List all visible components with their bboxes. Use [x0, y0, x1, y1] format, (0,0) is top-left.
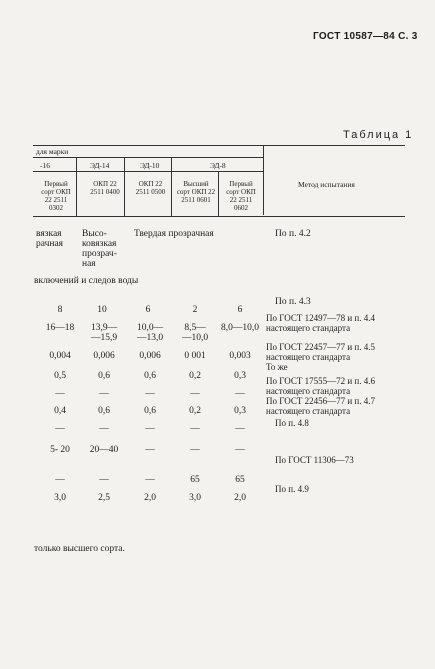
r8-c2: 0,6 [98, 406, 110, 416]
r4-c2: 13,9— —15,9 [90, 323, 118, 343]
r12-method: По п. 4.9 [275, 484, 309, 494]
r3-c1: 8 [57, 305, 63, 315]
r9-c1: — [55, 424, 65, 434]
col-group-2: ЭД-14 [90, 161, 110, 170]
r4-c3: 10,0— —13,0 [136, 323, 164, 343]
spanning-note: включений и следов воды [34, 276, 139, 286]
r7-c1: — [55, 389, 65, 399]
r7-c2: — [99, 389, 109, 399]
r11-c5: 65 [235, 475, 245, 485]
r4-c1: 16—18 [45, 323, 75, 333]
r10-c2: 20—40 [89, 445, 119, 455]
r9-c4: — [190, 424, 200, 434]
r7-c4: — [190, 389, 200, 399]
r11-c3: — [145, 475, 155, 485]
r12-c2: 2,5 [98, 493, 110, 503]
r5-c1: 0,004 [49, 351, 71, 361]
r5-c3: 0,006 [139, 351, 161, 361]
r10-c1: 5- 20 [50, 445, 70, 455]
footnote: только высшего сорта. [34, 544, 125, 554]
r7-c5: — [235, 389, 245, 399]
r4-c4: 8,5— —10,0 [181, 323, 209, 343]
r11-c2: — [99, 475, 109, 485]
method-header: Метод испытания [298, 180, 355, 189]
r6-method: То же [266, 362, 288, 372]
r6-c2: 0,6 [98, 371, 110, 381]
header-bottom-rule [33, 216, 405, 217]
subcol-5: Первый сорт ОКП 22 2511 0602 [226, 180, 256, 212]
r8-c1: 0,4 [54, 406, 66, 416]
r12-c3: 2,0 [144, 493, 156, 503]
subcol-4: Высший сорт ОКП 22 2511 0601 [176, 180, 216, 204]
r11-method: По ГОСТ 11306—73 [275, 455, 354, 465]
group-label-rule [33, 157, 263, 158]
r4-method: По ГОСТ 12497—78 и п. 4.4 настоящего стандарта [266, 313, 375, 333]
col-group-3: ЭД-10 [140, 161, 160, 170]
r7-c3: — [145, 389, 155, 399]
r1-method: По п. 4.2 [275, 229, 311, 239]
r10-c3: — [145, 445, 155, 455]
r11-c1: — [55, 475, 65, 485]
divider-3 [171, 157, 172, 216]
r9-c2: — [99, 424, 109, 434]
r3-c5: 6 [237, 305, 243, 315]
divider-1 [76, 157, 77, 216]
page-header: ГОСТ 10587—84 С. 3 [313, 31, 418, 42]
r10-c4: — [190, 445, 200, 455]
divider-4 [218, 171, 219, 216]
r12-c5: 2,0 [234, 493, 246, 503]
r3-c4: 2 [192, 305, 198, 315]
r1-c1: вязкая рачная [36, 229, 64, 249]
r8-c3: 0,6 [144, 406, 156, 416]
r10-c5: — [235, 445, 245, 455]
table-caption: Таблица 1 [343, 129, 414, 141]
r2-method: По п. 4.3 [275, 297, 311, 307]
subcol-2: ОКП 22 2511 0400 [90, 180, 120, 196]
r7-method: По ГОСТ 17555—72 и п. 4.6 настоящего стандарта [266, 376, 375, 396]
r3-c2: 10 [97, 305, 107, 315]
r6-c5: 0,3 [234, 371, 246, 381]
col-group-rule [33, 171, 263, 172]
table-top-rule [33, 145, 405, 146]
r9-method: По п. 4.8 [275, 418, 309, 428]
method-column-divider [263, 145, 264, 215]
r6-c3: 0,6 [144, 371, 156, 381]
r6-c4: 0,2 [189, 371, 201, 381]
r9-c5: — [235, 424, 245, 434]
r1-c2: Высо-ковязкая прозрач-ная [82, 229, 117, 269]
r8-c5: 0,3 [234, 406, 246, 416]
group-label: для марки [36, 147, 69, 156]
r5-c4: 0 001 [184, 351, 206, 361]
r5-method: По ГОСТ 22457—77 и п. 4.5 настоящего стандарта [266, 342, 375, 362]
subcol-1: Первый сорт ОКП 22 2511 0302 [41, 180, 71, 212]
r12-c1: 3,0 [54, 493, 66, 503]
r12-c4: 3,0 [189, 493, 201, 503]
r8-c4: 0,2 [189, 406, 201, 416]
divider-2 [124, 157, 125, 216]
r4-c5: 8,0—10,0 [221, 323, 259, 333]
r6-c1: 0,5 [54, 371, 66, 381]
r9-c3: — [145, 424, 155, 434]
r11-c4: 65 [190, 475, 200, 485]
r3-c3: 6 [145, 305, 151, 315]
col-group-1: -16 [40, 161, 50, 170]
r1-c3: Твердая прозрачная [134, 229, 214, 239]
r5-c5: 0,003 [229, 351, 251, 361]
subcol-3: ОКП 22 2511 0500 [135, 180, 166, 196]
col-group-4: ЭД-8 [210, 161, 226, 170]
r5-c2: 0,006 [93, 351, 115, 361]
r8-method: По ГОСТ 22456—77 и п. 4.7 настоящего стандарта [266, 396, 375, 416]
